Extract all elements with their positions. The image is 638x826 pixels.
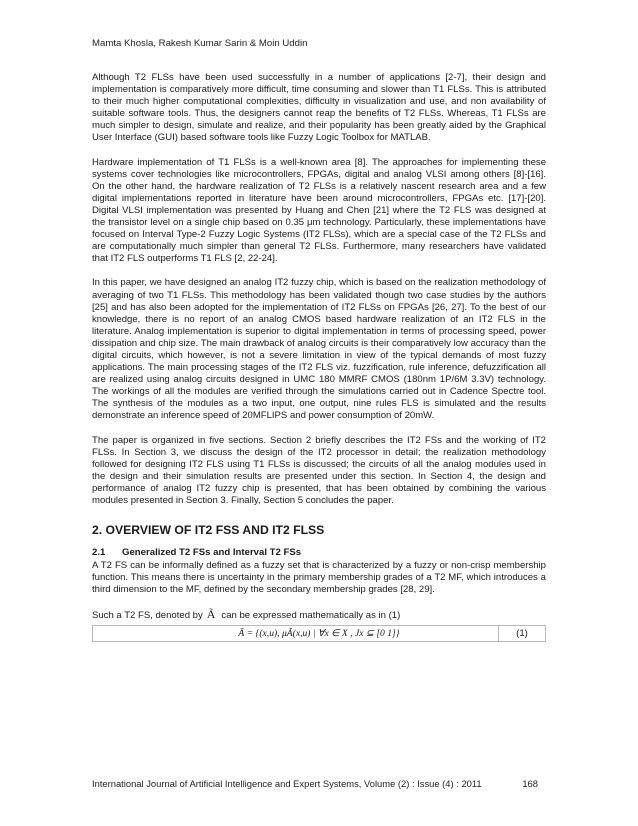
subsection-heading (92, 547, 546, 559)
page-number: 168 (522, 778, 538, 789)
equation-number: (1) (498, 626, 545, 641)
paragraph: Hardware implementation of T1 FLSs is a well-known area [8]. The approaches for implementing these systems cover technologies like microcontrollers, FPGAs, digital and analog VLSI among others [8]-[16]. On the other hand, the hardware realization of T2 FLSs is a relatively nascent research area and a few digital implementations reported in literature have been around microcontrollers, FPGAs etc. [17]-[20]. Digital VLSI implementation was presented by Huang and Chen [21] where the T2 FLS was designed at the transistor level on a single chip based on 0.35 μm technology. Particularly, these implementations have focused on Interval Type-2 Fuzzy Logic Systems (IT2 FLSs), which are a special case of the T2 FLSs and are computationally much simpler than general T2 FLSs. Furthermore, many researchers have validated that IT2 FLS outperforms T1 FLS [2, 22-24]. (92, 156, 546, 265)
body-text (92, 72, 546, 642)
running-footer (92, 778, 546, 789)
equation-intro-before: Such a T2 FS, denoted by (92, 610, 203, 622)
equation: Ã = {(x,u), μÃ(x,u) | ∀x ∈ X , Jx ⊆ [0 1]} (238, 627, 400, 639)
journal-citation: International Journal of Artificial Intelligence and Expert Systems, Volume (2) : Issue (4) : 2011 (92, 778, 482, 789)
section-heading: 2. OVERVIEW OF IT2 FSS AND IT2 FLSS (92, 523, 325, 538)
paragraph: A T2 FS can be informally defined as a fuzzy set that is characterized by a fuzzy or non-crisp membership function. This means there is uncertainty in the primary membership grades of a T2 MF, which introduces a third dimension to the MF, defined by the secondary membership grades [28, 29]. (92, 560, 546, 596)
paragraph: In this paper, we have designed an analog IT2 fuzzy chip, which is based on the realization methodology of averaging of two T1 FLSs. This methodology has been validated though two case studies by the authors [25] and has also been adopted for the implementation of IT2 FLSs on FPGAs [26, 27]. To the best of our knowledge, there is no report of an analog CMOS based hardware realization of an IT2 FLS in the literature. Analog implementation is superior to digital implementation in terms of processing speed, power dissipation and chip size. The main drawback of analog circuits is their comparatively low accuracy than the digital circuits, which however, is not a severe limitation in view of the typical demands of most fuzzy applications. The main processing stages of the IT2 FLS viz. fuzzification, rule inference, defuzzification all are realized using analog circuits designed in UMC 180 MMRF CMOS (180nm 1P/6M 3.3V) technology. The workings of all the modules are verified through the simulations carried out in Cadence Spectre tool. The synthesis of the modules as a two input, one output, nine rules FLS is simulated and the results demonstrate an inference speed of 20MFLIPS and power consumption of 20mW. (92, 277, 546, 422)
equation-box (92, 625, 546, 642)
subsection-number: 2.1 (92, 547, 106, 559)
subsection-title: Generalized T2 FSs and Interval T2 FSs (122, 547, 302, 559)
equation-intro (92, 608, 546, 622)
running-header: Mamta Khosla, Rakesh Kumar Sarin & Moin Uddin (92, 38, 308, 49)
paragraph: Although T2 FLSs have been used successfully in a number of applications [2-7], their design and implementation is comparatively more difficult, time consuming and slower than T1 FLSs. This is attributed to their much higher computational complexities, difficulty in visualization and use, and non availability of suitable software tools. Thus, the designers cannot reap the benefits of T2 FLSs. Whereas, T1 FLSs are much simpler to design, simulate and realize, and their popularity has been greatly aided by the Graphical User Interface (GUI) based software tools like Fuzzy Logic Toolbox for MATLAB. (92, 72, 546, 144)
equation-intro-after: can be expressed mathematically as in (1) (221, 610, 401, 622)
equation-symbol: Ã (206, 607, 216, 622)
paragraph: The paper is organized in five sections. Section 2 briefly describes the IT2 FSs and the working of IT2 FLSs. In Section 3, we discuss the design of the IT2 processor in detail; the realization methodology followed for designing IT2 FLS using T1 FLSs is discussed; the circuits of all the analog modules used in the design and their simulation results are presented under this section. In Section 4, the design and performance of analog IT2 fuzzy chip is presented, that has been obtained by combining the various modules presented in Section 3. Finally, Section 5 concludes the paper. (92, 434, 546, 506)
